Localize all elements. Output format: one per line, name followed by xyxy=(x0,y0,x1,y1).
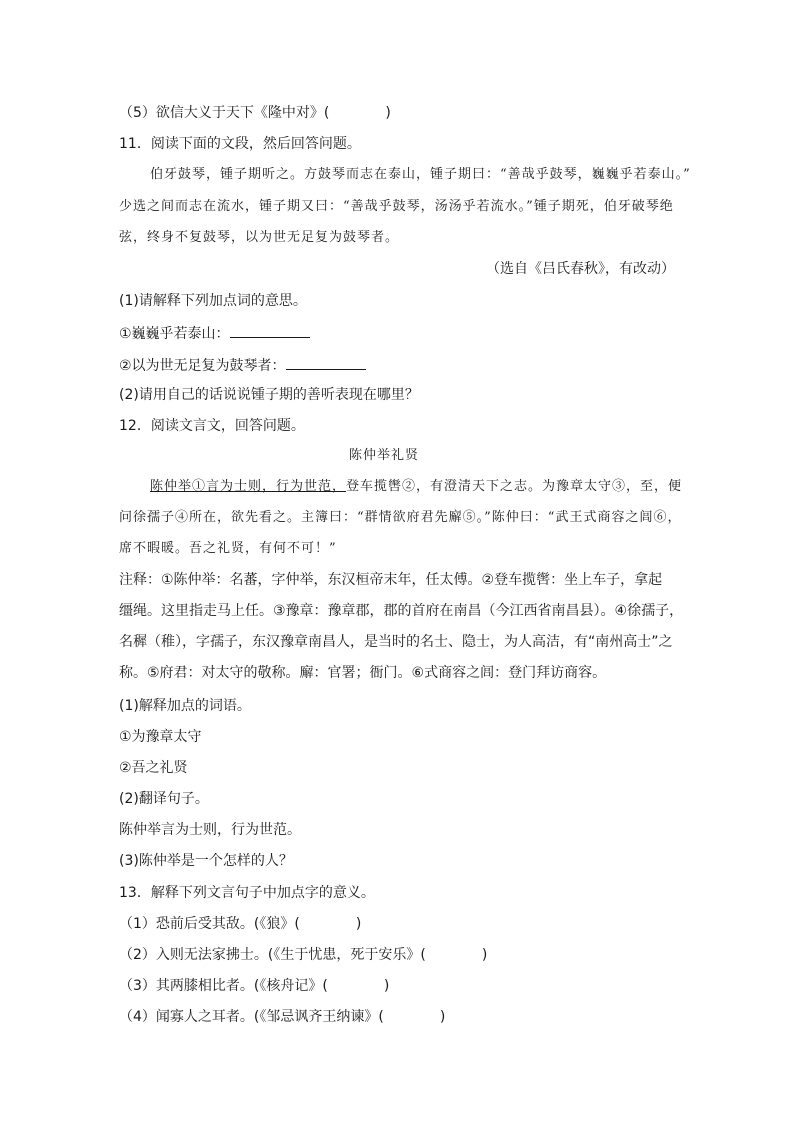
q13-item1: （1）恐前后受其敌。(《狼》( ) xyxy=(119,916,362,932)
q12-sub1: (1)解释加点的词语。 xyxy=(119,698,251,714)
q12-passage-line3: 席不暇暖。吾之礼贤，有何不可！” xyxy=(119,541,337,556)
q12-passage-line1 xyxy=(150,478,682,496)
q12-title: 12．阅读文言文，回答问题。 xyxy=(119,418,305,434)
q12-heading: 陈仲举礼贤 xyxy=(349,448,420,463)
q10-item5: （5）欲信大义于天下《隆中对》( ) xyxy=(119,105,391,121)
q11-sub2: (2)请用自己的话说说锺子期的善听表现在哪里？ xyxy=(119,387,419,403)
q11-passage-line1: 伯牙鼓琴，锺子期听之。方鼓琴而志在泰山，锺子期曰：“善哉乎鼓琴，巍巍乎若泰山。” xyxy=(150,167,691,182)
q12-note-line4: 称。⑤府君：对太守的敬称。廨：官署；衙门。⑥式商容之闾：登门拜访商容。 xyxy=(119,665,607,681)
underlined-sentence: 陈仲举①言为士则，行为世范， xyxy=(150,479,347,494)
answer-blank xyxy=(230,323,310,338)
q11-passage-line2: 少选之间而志在流水，锺子期又曰：“善哉乎鼓琴，汤汤乎若流水。”锺子期死，伯牙破琴绝 xyxy=(119,199,674,214)
q12-passage-line2: 问徐孺子④所在，欲先看之。主簿曰：“群情欲府君先廨⑤。”陈仲曰：“武王式商容之闾⑥， xyxy=(119,510,682,525)
q12-sub2: (2)翻译句子。 xyxy=(119,791,209,807)
q11-sub1: (1)请解释下列加点词的意思。 xyxy=(119,293,307,309)
q11-item1-text: ①巍巍乎若泰山： xyxy=(119,326,230,342)
q11-item2-text: ②以为世无足复为鼓琴者： xyxy=(119,358,286,374)
q11-item2 xyxy=(119,355,366,375)
q13-item4: （4）闻寡人之耳者。(《邹忌讽齐王纳谏》( ) xyxy=(119,1009,446,1025)
q12-note-line3: 名穉（稚），字孺子，东汉豫章南昌人，是当时的名士、隐士，为人高洁，有“南州高士”之 xyxy=(119,634,673,650)
q13-title: 13．解释下列文言句子中加点字的意义。 xyxy=(119,885,375,901)
q12-item1: ①为豫章太守 xyxy=(119,729,202,745)
q11-passage-line3: 弦，终身不复鼓琴，以为世无足复为鼓琴者。 xyxy=(119,230,400,245)
q11-source: （选自《吕氏春秋》，有改动） xyxy=(486,261,675,277)
q12-note-line2: 缰绳。这里指走马上任。③豫章：豫章郡，郡的首府在南昌（今江西省南昌县）。④徐孺子， xyxy=(119,603,684,619)
q12-sub3: (3)陈仲举是一个怎样的人？ xyxy=(119,853,293,869)
q12-item2: ②吾之礼贤 xyxy=(119,760,188,776)
q11-title: 11．阅读下面的文段，然后回答问题。 xyxy=(119,136,361,152)
answer-blank xyxy=(286,355,366,370)
q13-item3: （3）其两膝相比者。(《核舟记》( ) xyxy=(119,978,390,994)
q11-item1 xyxy=(119,323,310,343)
q12-passage-line1-rest: 登车揽辔②，有澄清天下之志。为豫章太守③，至，便 xyxy=(346,479,683,494)
q13-item2: （2）入则无法家拂士。(《生于忧患，死于安乐》( ) xyxy=(119,947,488,963)
q12-note-line1: 注释：①陈仲举：名蕃，字仲举，东汉桓帝末年，任太傅。②登车揽辔：坐上车子，拿起 xyxy=(119,572,663,588)
q12-sentence: 陈仲举言为士则，行为世范。 xyxy=(119,822,301,838)
